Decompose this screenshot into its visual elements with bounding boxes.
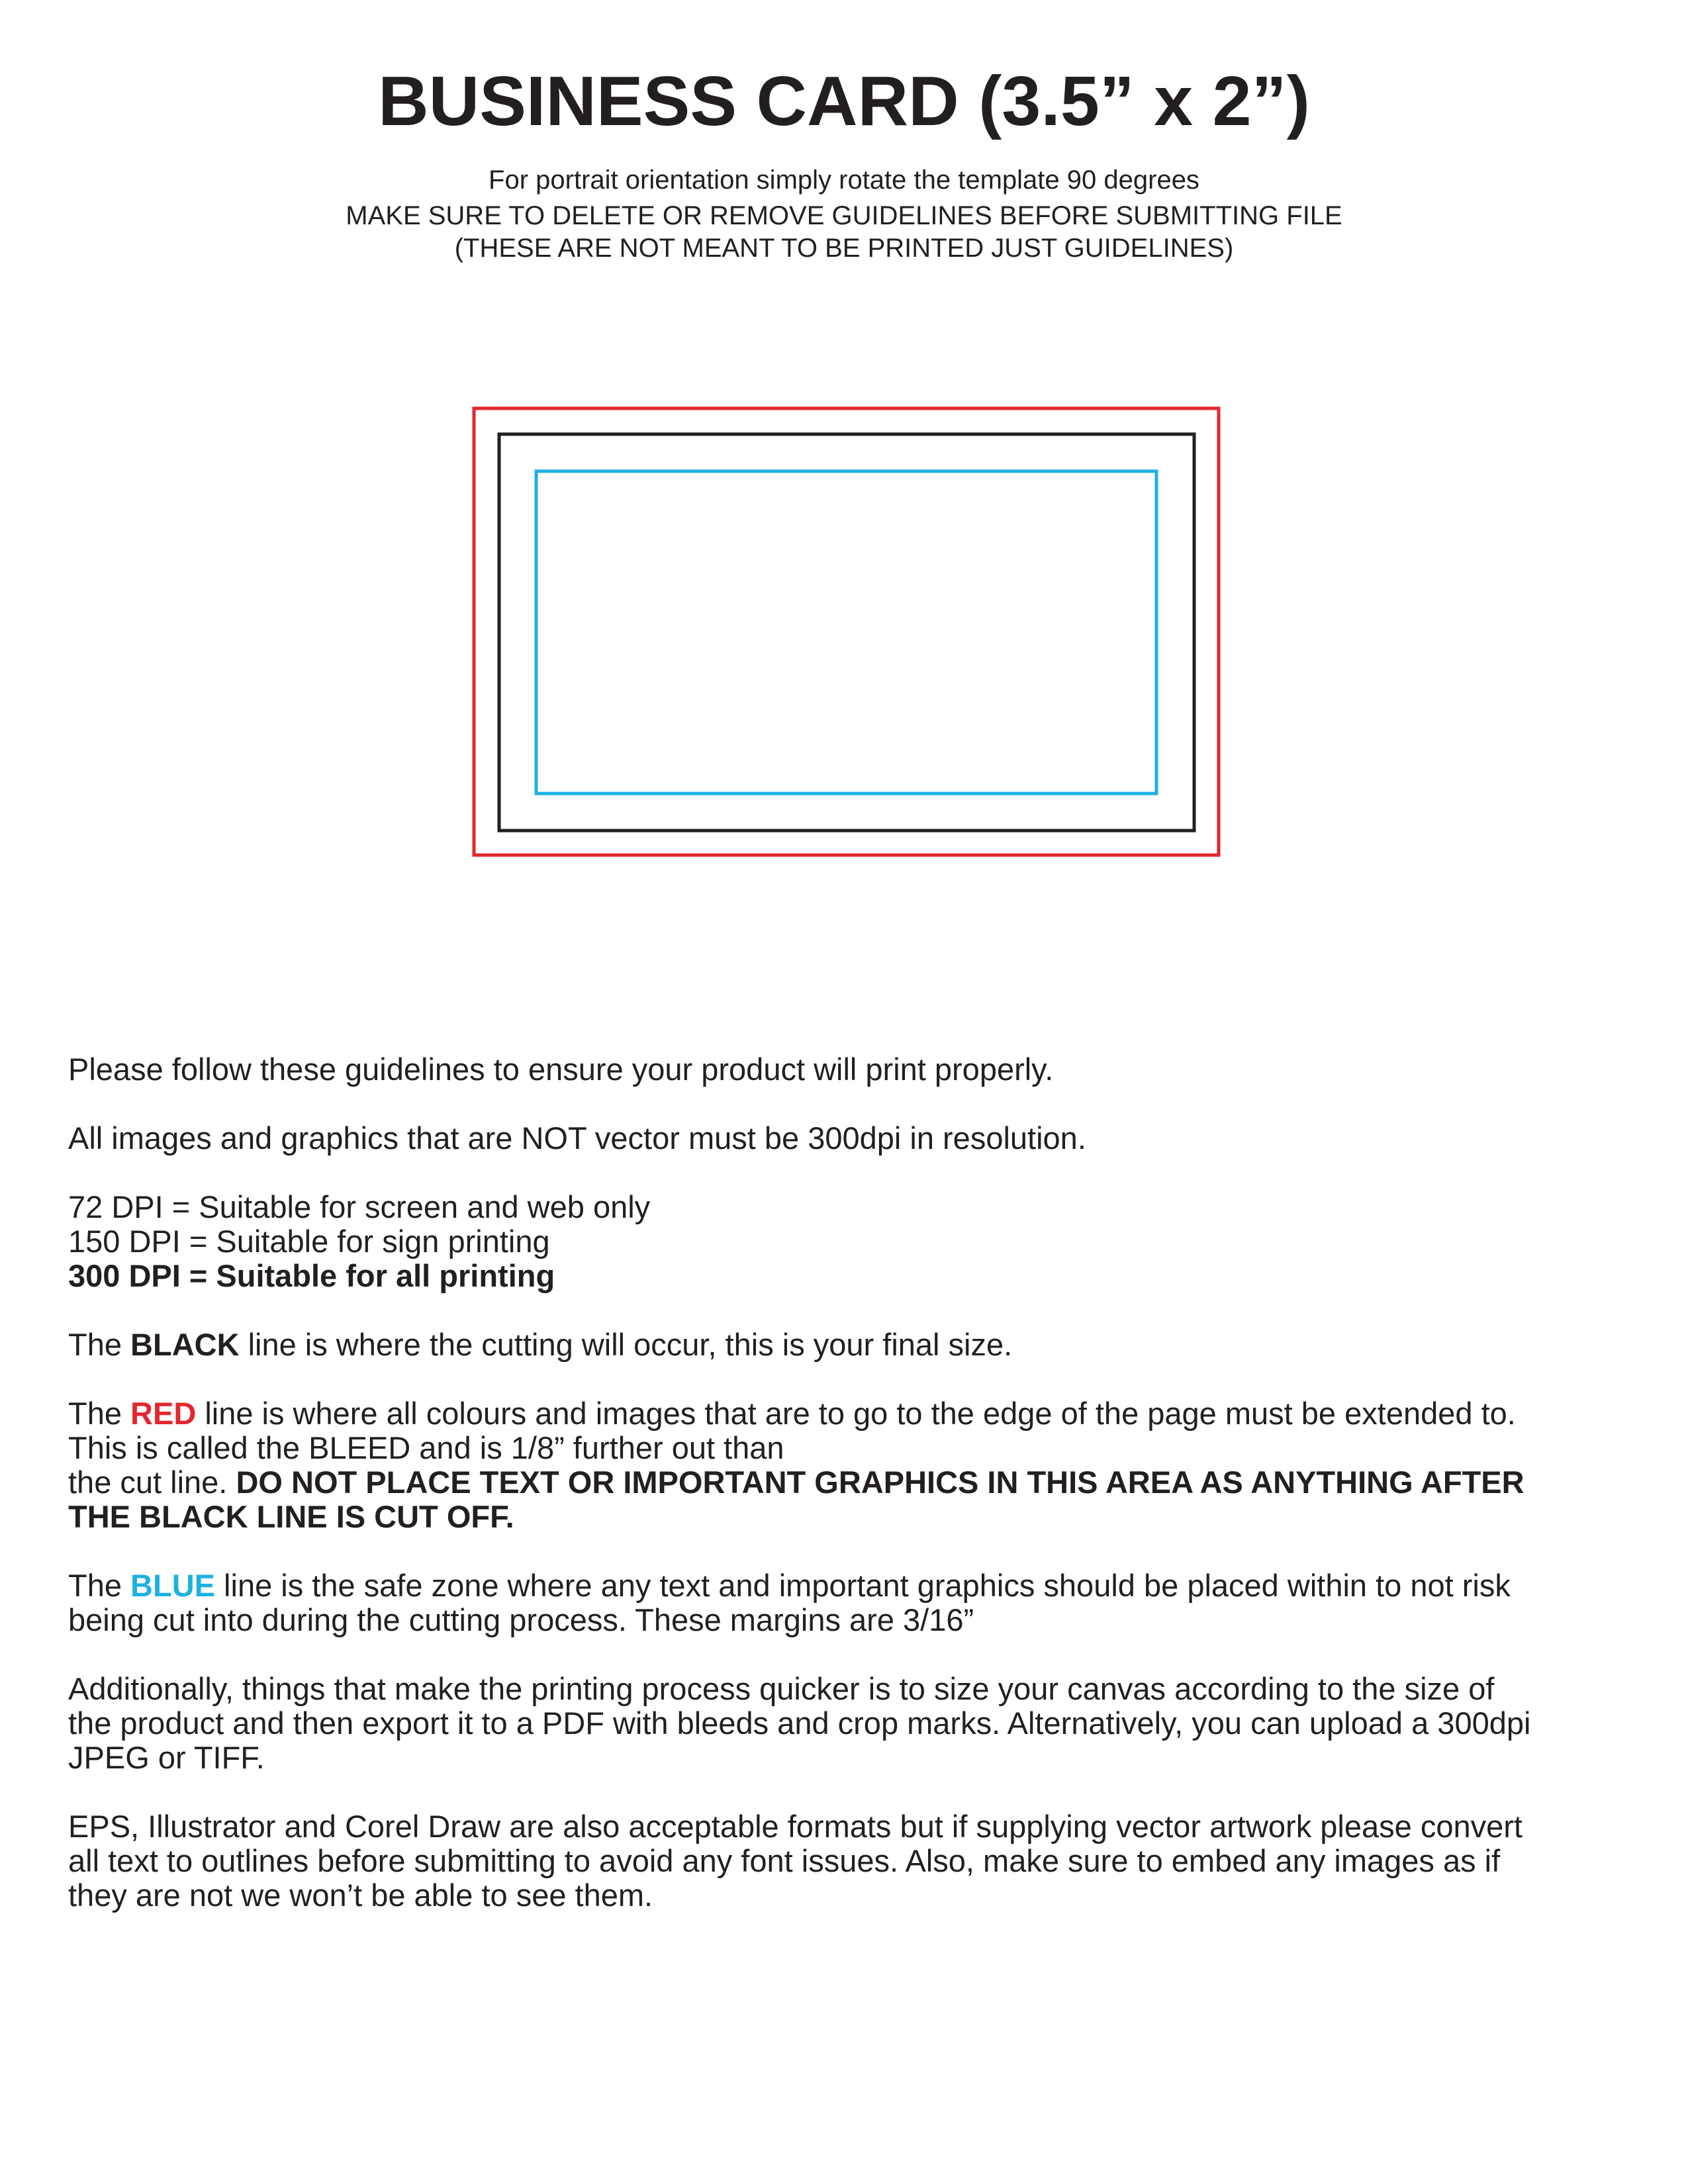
page-title: BUSINESS CARD (3.5” x 2”) xyxy=(378,62,1310,140)
bleed-line-red xyxy=(474,408,1219,855)
red-line-3-plain: the cut line. xyxy=(68,1465,236,1500)
header xyxy=(0,62,1688,265)
red-prefix: The xyxy=(68,1396,131,1431)
red-line-3-bold: DO NOT PLACE TEXT OR IMPORTANT GRAPHICS IN THIS AREA AS ANYTHING AFTER xyxy=(236,1465,1524,1500)
blue-keyword: BLUE xyxy=(130,1568,215,1603)
black-line-paragraph xyxy=(68,1328,1630,1362)
blue-prefix: The xyxy=(68,1568,131,1603)
formats-paragraph xyxy=(68,1809,1630,1913)
guidelines-text xyxy=(68,1052,1630,1947)
formats-line-3: they are not we won’t be able to see them. xyxy=(68,1878,653,1913)
red-line-4: THE BLACK LINE IS CUT OFF. xyxy=(68,1499,514,1534)
red-keyword: RED xyxy=(130,1396,197,1431)
warning-line-1: MAKE SURE TO DELETE OR REMOVE GUIDELINES BEFORE SUBMITTING FILE xyxy=(346,201,1342,230)
additional-paragraph xyxy=(68,1672,1630,1775)
dpi-72: 72 DPI = Suitable for screen and web only xyxy=(68,1189,651,1224)
resolution-paragraph: All images and graphics that are NOT vector must be 300dpi in resolution. xyxy=(68,1120,1086,1156)
red-line-2: This is called the BLEED and is 1/8” further out than xyxy=(68,1430,784,1465)
warning-line-2: (THESE ARE NOT MEANT TO BE PRINTED JUST GUIDELINES) xyxy=(454,233,1234,263)
formats-line-1: EPS, Illustrator and Corel Draw are also acceptable formats but if supplying vector artwork please convert xyxy=(68,1809,1523,1844)
safe-zone-blue xyxy=(536,471,1156,794)
blue-line-paragraph xyxy=(68,1569,1630,1637)
orientation-note: For portrait orientation simply rotate the template 90 degrees xyxy=(489,165,1199,195)
blue-line-2: being cut into during the cutting process. These margins are 3/16” xyxy=(68,1602,974,1637)
black-rest: line is where the cutting will occur, this is your final size. xyxy=(239,1327,1013,1362)
red-line-paragraph xyxy=(68,1396,1630,1534)
formats-line-2: all text to outlines before submitting to avoid any font issues. Also, make sure to embed any images as if xyxy=(68,1843,1501,1878)
intro-paragraph: Please follow these guidelines to ensure your product will print properly. xyxy=(68,1052,1054,1087)
cut-line-black xyxy=(499,434,1194,831)
additional-line-2: the product and then export it to a PDF with bleeds and crop marks. Alternatively, you can upload a 300dpi xyxy=(68,1706,1531,1741)
dpi-150: 150 DPI = Suitable for sign printing xyxy=(68,1224,550,1259)
blue-rest: line is the safe zone where any text and important graphics should be placed within to not risk xyxy=(215,1568,1511,1603)
additional-line-1: Additionally, things that make the printing process quicker is to size your canvas according to the size of xyxy=(68,1671,1495,1706)
black-prefix: The xyxy=(68,1327,131,1362)
dpi-300: 300 DPI = Suitable for all printing xyxy=(68,1258,555,1293)
black-keyword: BLACK xyxy=(130,1327,240,1362)
dpi-list xyxy=(68,1190,1630,1293)
additional-line-3: JPEG or TIFF. xyxy=(68,1740,265,1775)
red-rest: line is where all colours and images that are to go to the edge of the page must be extended to. xyxy=(196,1396,1516,1431)
